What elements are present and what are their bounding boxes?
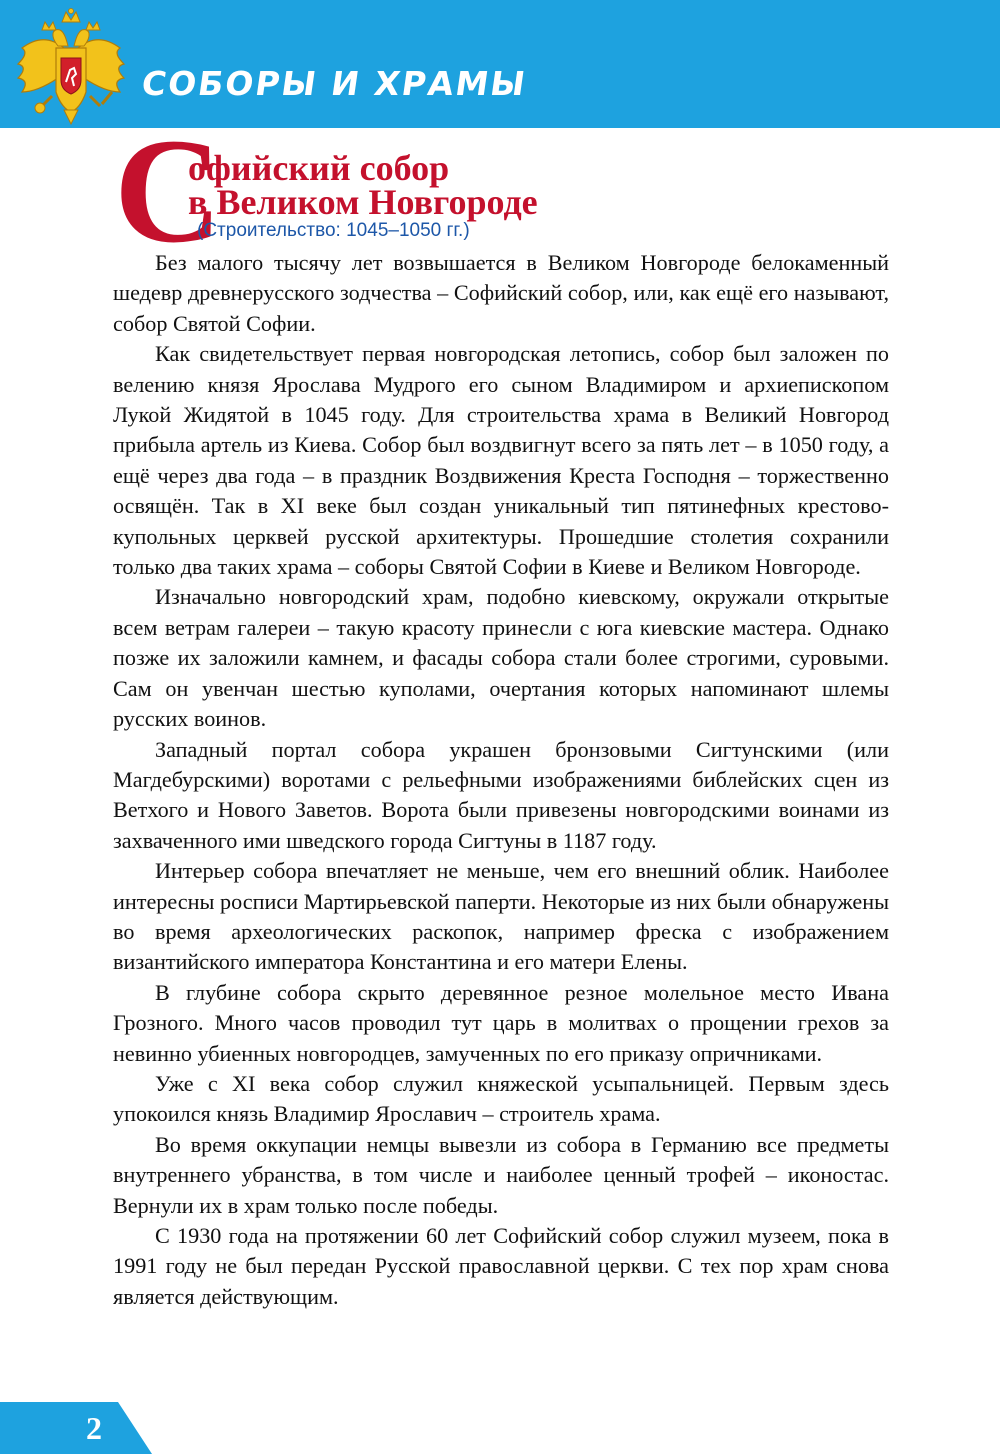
paragraph: Как свидетельствует первая новгородская летопись, собор был заложен по велению князя Ярослава Мудрого его сыном Владимиром и архиепископом Лукой Жидятой в 1045 году. Для строительства храма в Великий Новгород прибыла артель из Киева. Собор был воздвигнут всего за пять лет – в 1050 году, а ещё через два года – в праздник Воздвижения Креста Господня – торжественно освящён. Так в XI веке был создан уникальный тип пятинефных крестово-купольных церквей русской архитектуры. Прошедшие столетия сохранили только два таких храма – соборы Святой Софии в Киеве и Великом Новгороде. — [113, 341, 889, 580]
article-title-line-1: офийский собор — [188, 148, 450, 188]
article-subtitle: (Строительство: 1045–1050 гг.) — [197, 220, 470, 241]
russian-coat-of-arms-icon — [12, 8, 130, 130]
article-body — [113, 248, 889, 1312]
paragraph: Интерьер собора впечатляет не меньше, чем его внешний облик. Наиболее интересны росписи Мартирьевской паперти. Некоторые из них были обнаружены во время археологических раскопок, например фреска с изображением византийского императора Константина и его матери Елены. — [113, 858, 889, 975]
paragraph: Западный портал собора украшен бронзовыми Сигтунскими (или Магдебурскими) воротами с рельефными изображениями библейских сцен из Ветхого и Нового Заветов. Ворота были привезены новгородскими воинами из захваченного ими шведского города Сигтуны в 1187 году. — [113, 736, 889, 853]
page-number-tab — [0, 1402, 160, 1454]
paragraph: С 1930 года на протяжении 60 лет Софийский собор служил музеем, пока в 1991 году не был передан Русской православной церкви. С тех пор храм снова является действующим. — [113, 1223, 889, 1309]
paragraph: Без малого тысячу лет возвышается в Великом Новгороде белокаменный шедевр древнерусского зодчества – Софийский собор, или, как ещё его называют, собор Святой Софии. — [113, 250, 889, 336]
section-title: СОБОРЫ И ХРАМЫ — [139, 64, 530, 103]
article-title-line-2: в Великом Новгороде — [188, 182, 538, 222]
drop-cap: С — [114, 108, 223, 274]
paragraph: Изначально новгородский храм, подобно киевскому, окружали открытые всем ветрам галереи – такую красоту принесли с юга киевские мастера. Однако позже их заложили камнем, и фасады собора стали более строгими, суровыми. Сам он увенчан шестью куполами, очертания которых напоминают шлемы русских воинов. — [113, 584, 889, 732]
article-heading — [112, 108, 732, 274]
paragraph: В глубине собора скрыто деревянное резное молельное место Ивана Грозного. Много часов проводил тут царь в молитвах о прощении грехов за невинно убиенных новгородцев, замученных по его приказу опричниками. — [113, 979, 889, 1066]
page-number: 2 — [86, 1410, 102, 1446]
paragraph: Уже с XI века собор служил княжеской усыпальницей. Первым здесь упокоился князь Владимир Ярославич – строитель храма. — [113, 1070, 889, 1127]
paragraph: Во время оккупации немцы вывезли из собора в Германию все предметы внутреннего убранства, в том числе и наиболее ценный трофей – иконостас. Вернули их в храм только после победы. — [113, 1131, 889, 1218]
